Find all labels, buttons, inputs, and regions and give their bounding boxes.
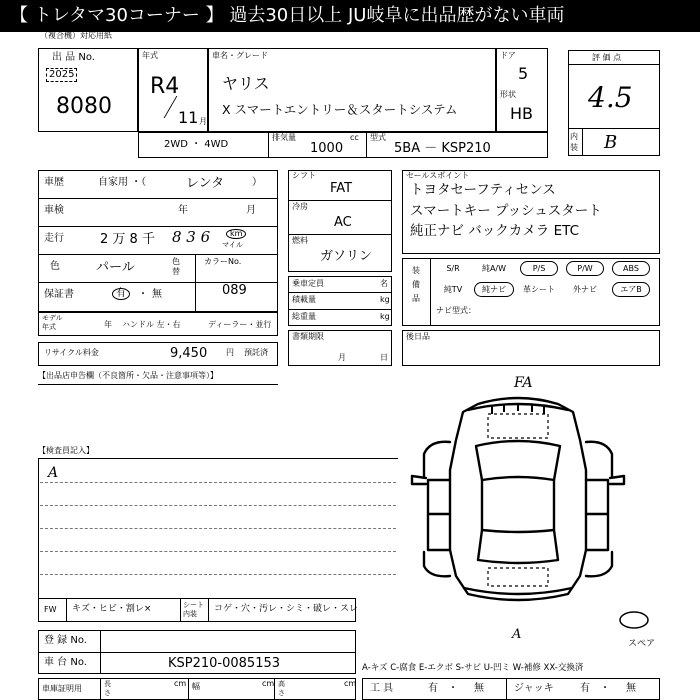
fw-vline-2 [180,598,181,622]
left-rear-fender [424,552,450,576]
damage-legend: A-キズ C-腐食 E-エクボ S-サビ U-凹ミ W-補修 XX-交換済 [362,663,584,673]
cert-width: 幅 [192,682,200,691]
color-value: パール [96,260,135,275]
tools-row [362,678,660,700]
registration-label: 登 録 No. [44,635,87,646]
inspector-label: 【検査員記入】 [38,446,94,455]
cap-line-1 [288,292,392,293]
seat-items: コゲ・穴・汚レ・シミ・破レ・スレ [214,604,359,614]
doc-period-label: 書類期限 [292,332,324,341]
equip-sr: S/R [446,264,460,273]
model-code-value: 5BA － KSP210 [394,141,491,156]
rule-5 [40,574,396,575]
shift-value: FAT [330,181,353,196]
details-line-3 [38,254,278,255]
rule-4 [40,551,396,552]
warranty-yes: 有 [112,288,130,300]
equipment-vline [430,258,431,326]
tools-sep: ・ [448,683,458,694]
history-options: 自家用 ・（ [98,177,147,188]
recycle-value: 9,450 [170,346,208,361]
equip-alloy: 純A/W [481,264,507,273]
recycle-label: リサイクル料金 [44,348,99,357]
shift-label: シフト [292,171,316,180]
fuel-label: 燃料 [292,236,308,245]
history-value: レンタ [186,176,225,191]
cert-cm-2: cm [262,679,275,688]
interior-value: B [604,132,618,153]
fw-vline-3 [208,598,209,622]
equip-leather: 革シート [523,285,555,294]
model-year-dealer: ディーラー・並行 [208,320,272,329]
score-divider [568,64,660,65]
shape-value: HB [510,104,534,123]
sales-point-3: 純正ナビ バックカメラ ETC [410,223,579,239]
seller-notes-label: 【出品店申告欄（不良箇所・欠品・注意事項等）】 [38,371,218,380]
drive-value: 2WD ・ 4WD [164,139,229,150]
year-month-unit: 月 [199,117,207,126]
equip-abs: ABS [612,261,650,276]
model-year-label: モデル年式 [42,314,63,331]
doc-period-month: 月 [338,353,346,362]
fw-items: キズ・ヒビ・割レ× [72,604,152,614]
chassis-label: 車 台 No. [44,657,87,668]
left-front-fender [424,442,450,476]
cert-vline-3 [274,678,275,700]
spare-label: スペア [628,639,656,649]
score-label: 評 価 点 [592,53,622,62]
spec-div-2 [366,132,367,158]
recycle-unit: 円 [226,348,234,357]
lot-number: 8080 [56,94,112,119]
reg-line [38,652,356,653]
right-rear-fender [586,552,612,576]
color-no-value: 089 [222,283,247,298]
car-rear-bumper [464,588,572,594]
cert-label: 車庫証明用 [42,684,82,693]
model-name: ヤリス [222,74,270,93]
form-subtitle: （複合機）対応用紙 [40,31,112,40]
inspector-note: A [48,465,59,481]
capacity-label: 乗車定員 [292,279,324,288]
inspection-label: 車検 [44,205,64,216]
shift-line-2 [288,234,392,235]
left-doors [428,480,450,550]
jack-sep: ・ [600,683,610,694]
equip-tv: 純TV [443,285,463,294]
cert-height: 高さ [278,680,285,697]
jack-label: ジャッキ [514,683,554,694]
inspector-top-line [38,458,398,459]
equip-pw: P/W [566,261,604,276]
car-body-outline [450,398,586,600]
displacement-unit: cc [350,133,359,142]
cert-cm-1: cm [174,679,187,688]
reg-vline [100,630,101,674]
color-no-label: カラーNo. [204,257,242,266]
interior-vline [582,128,583,156]
mirror-left [412,476,426,484]
sales-point-1: トヨタセーフティセンス [410,182,556,198]
shift-line-1 [288,200,392,201]
tools-no: 無 [474,683,484,694]
gross-label: 総重量 [292,312,316,321]
right-doors [586,480,608,550]
capacity-unit: 名 [380,279,388,288]
mileage-unit-mile: マイル [222,241,243,249]
sales-point-2: スマートキー プッシュスタート [410,203,602,219]
car-diagram [408,380,668,630]
equipment-label: 装備品 [412,266,420,303]
cert-length: 長さ [104,680,111,697]
year-era: R4 [150,74,180,99]
load-unit: kg [380,295,390,304]
jack-yes: 有 [580,683,590,694]
spec-div-1 [268,132,269,158]
model-code-label: 型式 [370,133,386,142]
equip-navi: 純ナビ [474,282,514,297]
spare-tire [620,612,648,628]
rule-2 [40,505,396,506]
details-line-2 [38,226,278,227]
car-windshield [476,441,560,480]
tools-vline [506,678,507,700]
lot-label: 出 品 No. [52,52,95,63]
interior-label: 内装 [570,132,578,152]
nav-type-label: ナビ型式： [436,306,476,315]
color-label: 色 [50,261,60,272]
mileage-label: 走行 [44,233,64,244]
aircon-value: AC [334,215,352,230]
warranty-sep: ・ [138,289,148,300]
recycle-status: 預託済 [244,348,268,357]
year-month: 11 [178,108,199,127]
cap-line-2 [288,309,392,310]
rule-3 [40,528,396,529]
score-value: 4.5 [588,81,633,114]
diagram-rear-note: A [512,627,522,642]
header-banner: 【 トレタマ30コーナー 】 過去30日以上 JU岐阜に出品歴がない車両 [0,0,700,32]
tools-yes: 有 [428,683,438,694]
mileage-hand: 8 3 6 [172,228,211,246]
cert-vline-1 [100,678,101,700]
aircon-label: 冷房 [292,202,308,211]
details-line-1 [38,198,278,199]
equip-airbag: エアB [612,282,650,297]
fuel-value: ガソリン [320,249,373,264]
history-close: ） [252,177,262,188]
mileage-value: 2 万 8 千 [100,232,155,247]
sales-points-label: セールスポイント [406,171,470,180]
doc-period-day: 日 [380,353,388,362]
fw-label: FW [44,605,57,614]
diagram-front-note: FA [514,375,533,391]
load-label: 積載量 [292,295,316,304]
lot-year: 2025 [46,68,77,82]
fw-vline-1 [66,598,67,622]
trunk-panel [488,568,548,586]
model-grade: X スマートエントリー＆スタートシステム [222,102,458,117]
inspector-left-line [38,458,39,598]
seat-label: シート内装 [183,601,204,618]
cert-cm-3: cm [344,679,357,688]
right-front-fender [586,442,612,476]
warranty-no: 無 [152,289,162,300]
gross-unit: kg [380,312,390,321]
jack-no: 無 [626,683,636,694]
color-change: 色替 [172,257,180,276]
car-rear-window [478,530,558,563]
model-year-handle: ハンドル 左・右 [122,320,181,329]
hood-panel [488,414,548,438]
later-items-box [402,330,660,366]
doors-value: 5 [518,64,529,83]
model-label: 車名・グレード [212,51,268,60]
later-items-label: 後日品 [406,332,430,341]
inspection-month: 月 [246,205,256,216]
mirror-right [610,476,624,484]
shape-label: 形状 [500,90,516,99]
warranty-label: 保証書 [44,289,74,300]
cert-vline-2 [188,678,189,700]
rule-1 [40,482,396,483]
tools-label: 工 具 [370,683,394,694]
doors-label: ドア [500,51,516,60]
details-vline [195,254,196,312]
inspection-year: 年 [178,205,188,216]
history-label: 車歴 [44,177,64,188]
chassis-value: KSP210-0085153 [168,656,281,671]
year-label: 年式 [142,51,158,60]
equip-ps: P/S [520,261,558,276]
model-year-year: 年 [104,320,112,329]
displacement-value: 1000 [310,141,344,156]
equip-ext-navi: 外ナビ [573,285,597,294]
car-roof [482,480,554,530]
displacement-label: 排気量 [272,133,296,142]
mileage-unit-km: km [226,229,246,239]
seller-notes-line [38,384,278,385]
